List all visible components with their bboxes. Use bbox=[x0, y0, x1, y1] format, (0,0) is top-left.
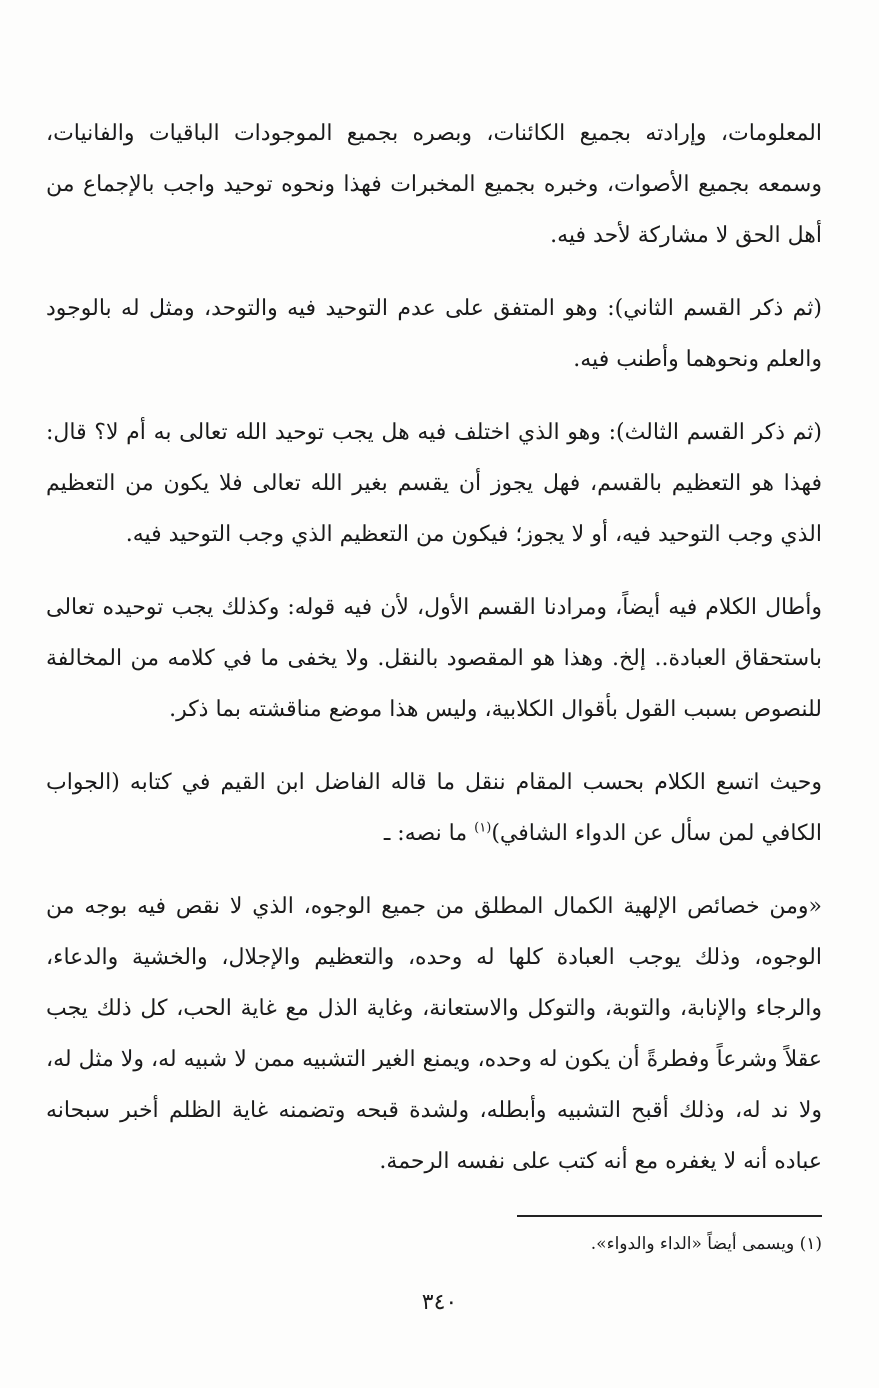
footnote-number: (١) bbox=[799, 1234, 822, 1254]
line: (ثم ذكر القسم الثالث): وهو الذي اختلف فيه هل يجب توحيد الله تعالى به bbox=[153, 420, 823, 445]
line: والفانيات، وسمعه بجميع الأصوات، وخبره بجميع المخبرات فهذا ونحوه توحيد bbox=[46, 121, 822, 197]
line-tail: ما نصه: ـ bbox=[383, 821, 475, 846]
line: التشبيه ممن لا شبيه له، ولا مثل له، ولا ند له، وذلك أقبح التشبيه وأبطله، bbox=[46, 1047, 822, 1123]
paragraph-3 bbox=[46, 407, 822, 560]
line: واجب بالإجماع من أهل الحق لا مشاركة لأحد فيه. bbox=[46, 172, 822, 248]
line: والخشية والدعاء، والرجاء والإنابة، والتوبة، والتوكل والاستعانة، وغاية الذل مع bbox=[46, 945, 822, 1021]
line: له بالوجود والعلم ونحوهما وأطنب فيه. bbox=[46, 296, 822, 372]
line: وحيث اتسع الكلام بحسب المقام ننقل ما قاله الفاضل ابن القيم في كتابه bbox=[129, 770, 822, 795]
line: (الجواب الكافي لمن سأل عن الدواء الشافي) bbox=[46, 770, 822, 846]
page-number: ٣٤٠ bbox=[421, 1290, 458, 1315]
line: في كلامه من المخالفة للنصوص بسبب القول بأقوال الكلابية، وليس هذا موضع bbox=[46, 646, 822, 722]
line: نفسه الرحمة. bbox=[379, 1149, 506, 1174]
footnote-divider bbox=[517, 1215, 822, 1217]
paragraph-4 bbox=[46, 582, 822, 735]
body-text bbox=[46, 108, 822, 1209]
footnote-text: ويسمى أيضاً «الداء والدواء». bbox=[590, 1234, 795, 1254]
line: التوحيد فيه. bbox=[125, 522, 232, 547]
line: ولشدة قبحه وتضمنه غاية الظلم أخبر سبحانه عباده أنه لا يغفره مع أنه كتب على bbox=[46, 1098, 822, 1174]
line: المعلومات، وإرادته بجميع الكائنات، وبصره بجميع الموجودات الباقيات bbox=[148, 121, 822, 146]
line: وأطال الكلام فيه أيضاً، ومرادنا القسم الأول، لأن فيه قوله: وكذلك يجب bbox=[171, 595, 823, 620]
line: من التعظيم الذي وجب التوحيد فيه، أو لا يجوز؛ فيكون من التعظيم الذي وجب bbox=[46, 471, 822, 547]
line: (ثم ذكر القسم الثاني): وهو المتفق على عدم التوحيد فيه والتوحد، ومثل bbox=[148, 296, 822, 321]
line: أم لا؟ قال: فهذا هو التعظيم بالقسم، فهل يجوز أن يقسم بغير الله تعالى فلا يكون bbox=[46, 420, 822, 496]
line: بوجه من الوجوه، وذلك يوجب العبادة كلها له وحده، والتعظيم والإجلال، bbox=[46, 894, 822, 970]
line: غاية الحب، كل ذلك يجب عقلاً وشرعاً وفطرةً أن يكون له وحده، ويمنع الغير bbox=[46, 996, 823, 1072]
footnote bbox=[591, 1230, 822, 1258]
paragraph-5 bbox=[46, 757, 822, 859]
paragraph-2 bbox=[46, 283, 822, 385]
paragraph-1 bbox=[46, 108, 822, 261]
line: توحيده تعالى باستحقاق العبادة.. إلخ. وهذا هو المقصود بالنقل. ولا يخفى ما bbox=[46, 595, 823, 671]
paragraph-6-quote bbox=[46, 881, 822, 1187]
line: مناقشته بما ذكر. bbox=[169, 697, 322, 722]
footnote-reference[interactable]: (١) bbox=[474, 820, 492, 836]
line: «ومن خصائص الإلهية الكمال المطلق من جميع الوجوه، الذي لا نقص فيه bbox=[137, 894, 822, 919]
